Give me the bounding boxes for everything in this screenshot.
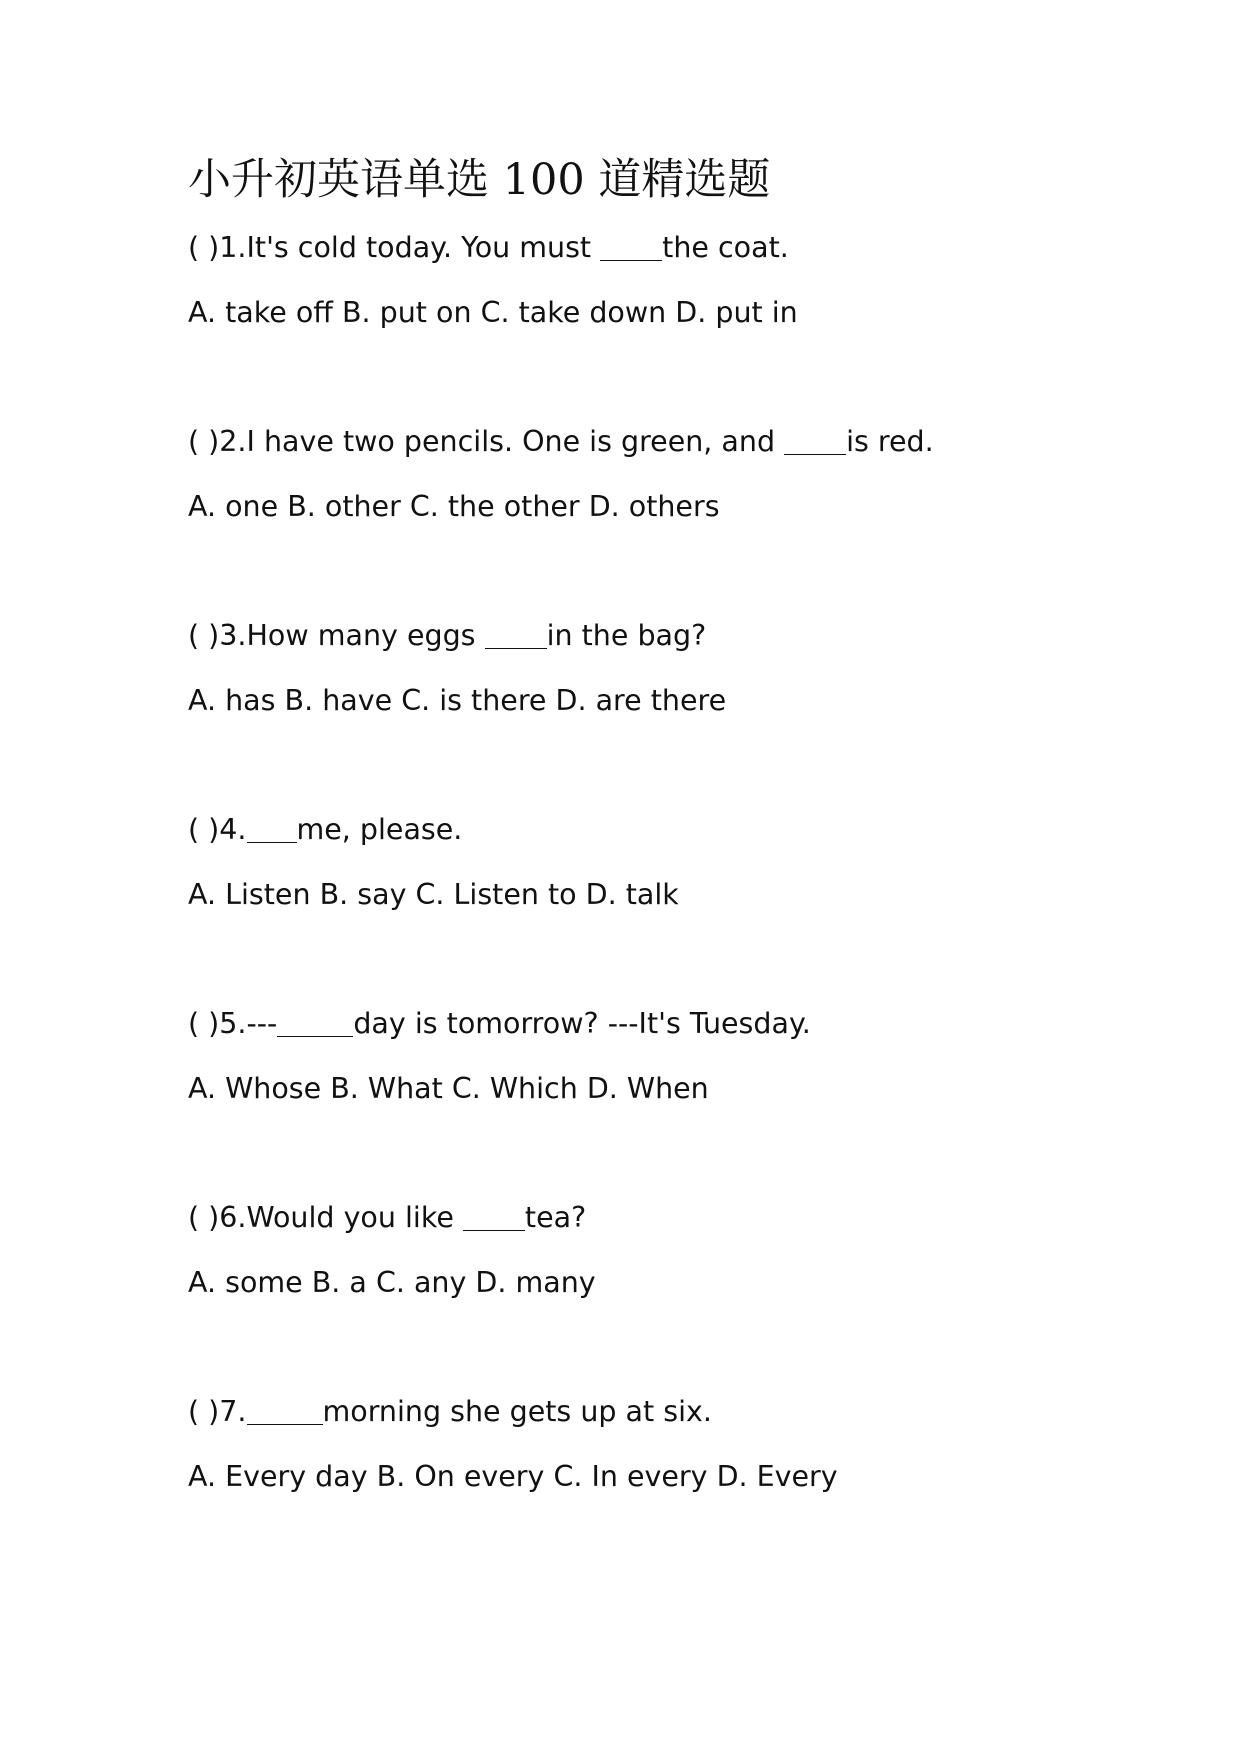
question-text — [188, 810, 1188, 850]
question-7 — [188, 1392, 1188, 1497]
answer-blank — [463, 1200, 525, 1231]
question-prefix: ( )3.How many eggs — [188, 619, 485, 652]
answer-blank — [277, 1006, 353, 1037]
question-text — [188, 1004, 1188, 1044]
answer-blank — [485, 618, 547, 649]
answer-options: A. take off B. put on C. take down D. put in — [188, 296, 798, 329]
question-text — [188, 228, 1188, 268]
page-title: 小升初英语单选 100 道精选题 — [188, 155, 771, 205]
answer-options: A. Listen B. say C. Listen to D. talk — [188, 878, 679, 911]
question-suffix: in the bag? — [546, 619, 707, 652]
answer-blank — [247, 812, 297, 843]
answer-options: A. Whose B. What C. Which D. When — [188, 1072, 709, 1105]
question-prefix: ( )7. — [188, 1395, 247, 1428]
question-suffix: is red. — [846, 425, 934, 458]
question-prefix: ( )2.I have two pencils. One is green, and — [188, 425, 785, 458]
answer-blank — [600, 230, 662, 261]
question-suffix: tea? — [524, 1201, 587, 1234]
answer-options: A. one B. other C. the other D. others — [188, 490, 720, 523]
answer-blank — [784, 424, 846, 455]
question-suffix: day is tomorrow? ---It's Tuesday. — [353, 1007, 811, 1040]
answer-blank — [247, 1394, 323, 1425]
question-6 — [188, 1198, 1188, 1303]
question-suffix: me, please. — [296, 813, 463, 846]
answer-options: A. has B. have C. is there D. are there — [188, 684, 727, 717]
question-text — [188, 616, 1188, 656]
question-2 — [188, 422, 1188, 527]
question-5 — [188, 1004, 1188, 1109]
question-1 — [188, 228, 1188, 333]
question-text — [188, 422, 1188, 462]
question-text — [188, 1198, 1188, 1238]
question-prefix: ( )5.--- — [188, 1007, 278, 1040]
question-prefix: ( )4. — [188, 813, 247, 846]
question-suffix: the coat. — [662, 231, 789, 264]
answer-options: A. Every day B. On every C. In every D. Every — [188, 1460, 838, 1493]
question-text — [188, 1392, 1188, 1432]
answer-options: A. some B. a C. any D. many — [188, 1266, 596, 1299]
question-suffix: morning she gets up at six. — [322, 1395, 712, 1428]
question-prefix: ( )1.It's cold today. You must — [188, 231, 601, 264]
question-4 — [188, 810, 1188, 915]
question-prefix: ( )6.Would you like — [188, 1201, 463, 1234]
question-3 — [188, 616, 1188, 721]
